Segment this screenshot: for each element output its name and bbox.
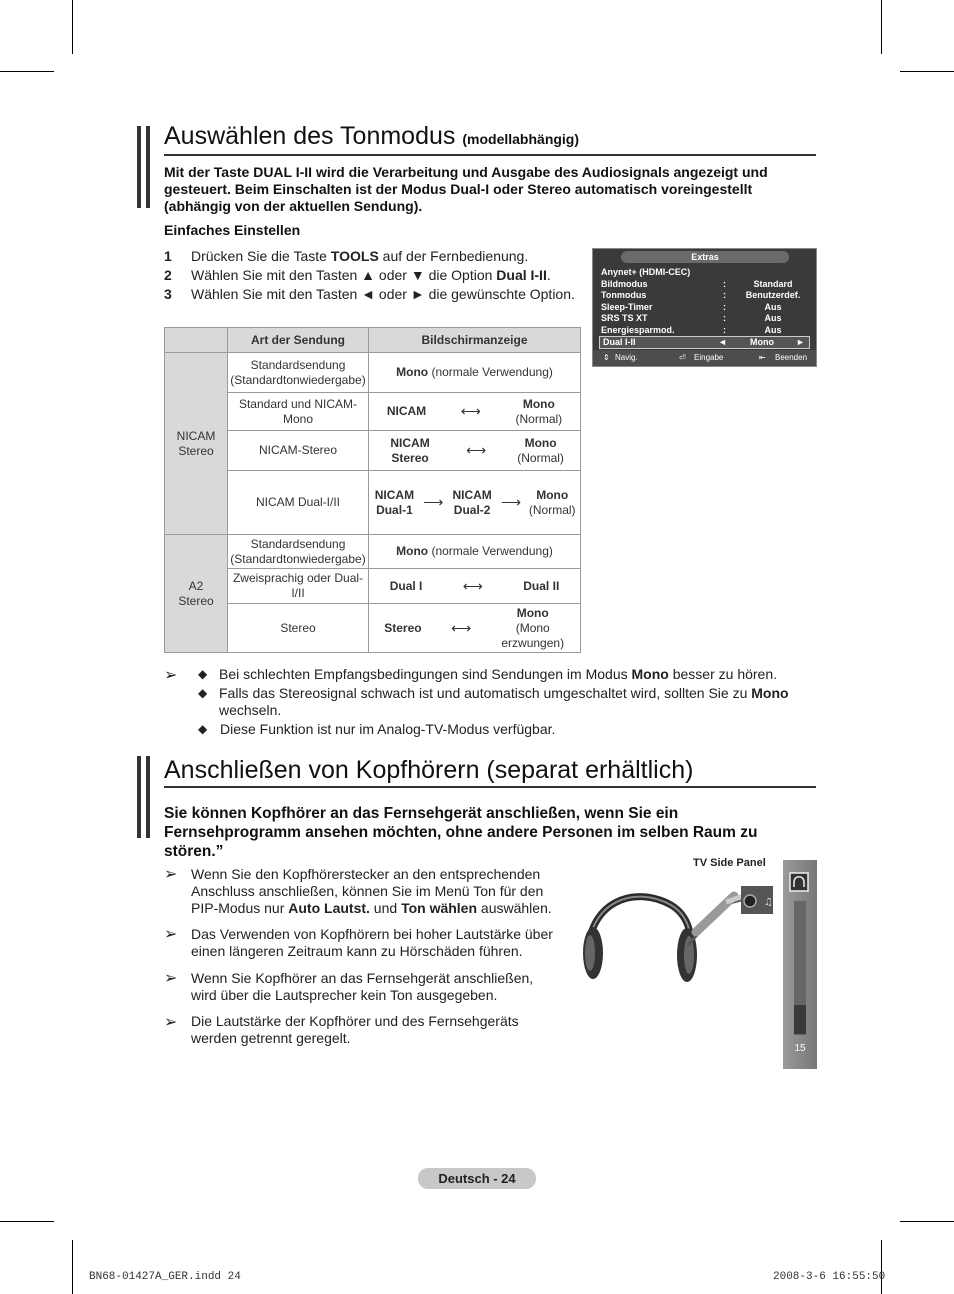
headphone-mode-icon [790,873,808,891]
table-row-display: Stereo ⟷ Mono (Mono erzwungen) [369,604,581,653]
note-item: Die Lautstärke der Kopfhörer und des Fernsehgeräts werden getrennt geregelt. [191,1013,519,1046]
header-blank [165,328,228,353]
print-date: 2008-3-6 16:55:50 [773,1271,886,1283]
steps-list [164,247,575,304]
svg-text:♫: ♫ [764,897,773,908]
tv-side-panel-label: TV Side Panel [693,857,766,869]
section2-title: Anschließen von Kopfhörern (separat erhältlich) [164,756,694,784]
table-row-display: NICAM ⟷ Mono (Normal) [369,393,581,431]
table-row-display: Mono (normale Verwendung) [369,353,581,393]
menu-row: Anynet+ (HDMI-CEC) [601,267,691,277]
table-row-type: Stereo [228,604,369,653]
section1-subheading: Einfaches Einstellen [164,222,301,238]
crop-mark [0,1221,54,1222]
headphone-jack-icon [744,895,756,907]
table-row-type: NICAM Dual-I/II [228,471,369,535]
note-item: Bei schlechten Empfangsbedingungen sind Sendungen im Modus Mono besser zu hören. [219,666,778,682]
crop-mark [0,71,54,72]
header-screen-display: Bildschirmanzeige [369,328,581,353]
table-row-display: Mono (normale Verwendung) [369,535,581,569]
diamond-bullet-icon: ◆ [198,667,208,681]
exit-icon: ⇤ [759,353,766,362]
volume-bar-fill [794,1005,806,1034]
note-marker-icon: ➢ [164,926,178,943]
menu-row: SRS TS XT : Aus [601,313,782,323]
note-marker-icon: ➢ [164,866,178,883]
note-item: Diese Funktion ist nur im Analog-TV-Modus verfügbar. [220,721,556,737]
diamond-bullet-icon: ◆ [198,722,208,736]
page-number-badge: Deutsch - 24 [418,1168,536,1189]
menu-row: Bildmodus : Standard [601,279,793,289]
table-row-type: NICAM-Stereo [228,431,369,471]
broadcast-table [164,327,581,653]
menu-row: Energiesparmod. : Aus [601,325,782,335]
section2-lead: Sie können Kopfhörer an das Fernsehgerät anschließen, wenn Sie ein Fernsehprogramm ansehen möchten, ohne andere Personen im selben Raum zu stören.” [164,805,758,860]
menu-row: Tonmodus : Benutzerdef. [601,290,801,300]
menu-row-selected: Dual I-II ◄ Mono ► [599,336,810,349]
diamond-bullet-icon: ◆ [198,686,208,700]
note-marker-icon: ➢ [164,667,178,684]
crop-mark [72,1240,73,1294]
note-item: Wenn Sie den Kopfhörerstecker an den entsprechenden Anschluss anschließen, können Sie im Menü Ton für den PIP-Modus nur Auto Lautst. und Ton wählen auswählen. [191,866,552,916]
enter-icon: ⏎ [679,353,686,362]
section2-rule [164,786,816,788]
note-item: Falls das Stereosignal schwach ist und automatisch umgeschaltet wird, sollten Sie zu Mono wechseln. [219,685,789,718]
note-marker-icon: ➢ [164,970,178,987]
menu-row: Sleep-Timer : Aus [601,302,782,312]
headphone-illustration [576,860,820,1072]
note-marker-icon: ➢ [164,1014,178,1031]
headphones-icon [583,896,748,982]
tools-menu-screenshot [592,248,817,367]
file-info: BN68-01427A_GER.indd 24 [89,1271,241,1283]
step-1: 1 Drücken Sie die Taste TOOLS auf der Fernbedienung. [164,248,529,264]
menu-footer: ⇕ Navig. ⏎ Eingabe ⇤ Beenden [593,350,816,366]
crop-mark [72,0,73,54]
section-marker-bar [137,126,150,208]
table-row-type: Standard und NICAM-Mono [228,393,369,431]
table-row-type: Standardsendung (Standardtonwiedergabe) [228,353,369,393]
table-row-type: Standardsendung (Standardtonwiedergabe) [228,535,369,569]
note-item: Das Verwenden von Kopfhörern bei hoher Lautstärke über einen längeren Zeitraum kann zu Hörschäden führen. [191,926,553,959]
note-item: Wenn Sie Kopfhörer an das Fernsehgerät anschließen, wird über die Lautsprecher kein Ton ausgegeben. [191,970,534,1003]
group-a2-stereo: A2 Stereo [165,535,228,653]
updown-icon: ⇕ [603,353,610,362]
step-3: 3 Wählen Sie mit den Tasten ◄ oder ► die gewünschte Option. [164,286,575,302]
menu-title: Extras [621,251,789,263]
section1-title: Auswählen des Tonmodus (modellabhängig) [164,122,580,150]
group-nicam-stereo: NICAM Stereo [165,353,228,535]
table-row-display: NICAM Dual-1 ⟶ NICAM Dual-2 ⟶ Mono (Normal) [369,471,581,535]
table-row-display: NICAM Stereo ⟷ Mono (Normal) [369,431,581,471]
table-row-type: Zweisprachig oder Dual-I/II [228,569,369,604]
section1-rule [164,154,816,156]
crop-mark [900,1221,954,1222]
volume-value: 15 [794,1043,806,1054]
crop-mark [881,1240,882,1294]
section-marker-bar [137,756,150,838]
header-broadcast-type: Art der Sendung [228,328,369,353]
crop-mark [881,0,882,54]
table-row-display: Dual I ⟷ Dual II [369,569,581,604]
step-2: 2 Wählen Sie mit den Tasten ▲ oder ▼ die Option Dual I-II. [164,267,551,283]
crop-mark [900,71,954,72]
section1-lead: Mit der Taste DUAL I-II wird die Verarbeitung und Ausgabe des Audiosignals angezeigt und gesteuert. Beim Einschalten ist der Modus Dual-I oder Stereo automatisch voreingestellt (abhängig von der aktuellen Sendung). [164,164,768,214]
